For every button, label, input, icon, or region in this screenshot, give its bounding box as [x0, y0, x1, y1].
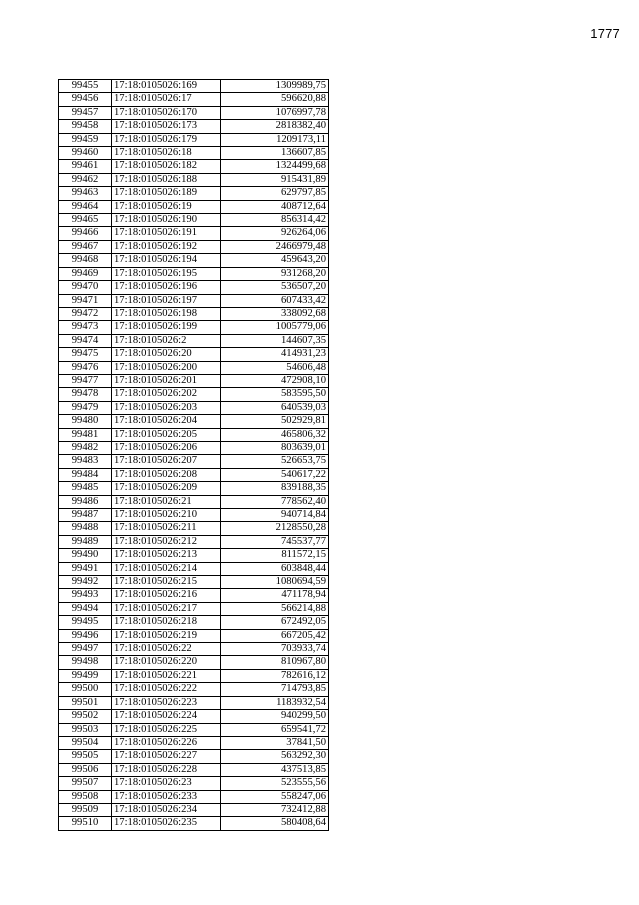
value-cell: 566214,88	[221, 602, 329, 615]
cadastral-number-cell: 17:18:0105026:224	[112, 710, 221, 723]
value-cell: 803639,01	[221, 441, 329, 454]
cadastral-number-cell: 17:18:0105026:209	[112, 482, 221, 495]
cadastral-number-cell: 17:18:0105026:233	[112, 790, 221, 803]
cadastral-number-cell: 17:18:0105026:220	[112, 656, 221, 669]
value-cell: 558247,06	[221, 790, 329, 803]
value-cell: 338092,68	[221, 307, 329, 320]
table-row	[59, 468, 329, 481]
value-cell: 703933,74	[221, 643, 329, 656]
value-cell: 931268,20	[221, 267, 329, 280]
table-row	[59, 656, 329, 669]
cadastral-number-cell: 17:18:0105026:17	[112, 93, 221, 106]
table-row	[59, 669, 329, 682]
value-cell: 2466979,48	[221, 240, 329, 253]
row-number-cell: 99506	[59, 763, 112, 776]
cadastral-number-cell: 17:18:0105026:194	[112, 254, 221, 267]
cadastral-number-cell: 17:18:0105026:190	[112, 214, 221, 227]
row-number-cell: 99456	[59, 93, 112, 106]
value-cell: 471178,94	[221, 589, 329, 602]
value-cell: 523555,56	[221, 777, 329, 790]
cadastral-number-cell: 17:18:0105026:22	[112, 643, 221, 656]
cadastral-number-cell: 17:18:0105026:217	[112, 602, 221, 615]
row-number-cell: 99502	[59, 710, 112, 723]
value-cell: 408712,64	[221, 200, 329, 213]
value-cell: 714793,85	[221, 683, 329, 696]
value-cell: 1080694,59	[221, 576, 329, 589]
row-number-cell: 99479	[59, 401, 112, 414]
value-cell: 526653,75	[221, 455, 329, 468]
cadastral-number-cell: 17:18:0105026:189	[112, 187, 221, 200]
row-number-cell: 99458	[59, 120, 112, 133]
row-number-cell: 99490	[59, 549, 112, 562]
value-cell: 1309989,75	[221, 80, 329, 93]
data-table	[58, 79, 329, 831]
row-number-cell: 99510	[59, 817, 112, 830]
table-row	[59, 629, 329, 642]
cadastral-number-cell: 17:18:0105026:215	[112, 576, 221, 589]
row-number-cell: 99488	[59, 522, 112, 535]
table-row	[59, 334, 329, 347]
table-row	[59, 147, 329, 160]
value-cell: 1324499,68	[221, 160, 329, 173]
value-cell: 659541,72	[221, 723, 329, 736]
row-number-cell: 99501	[59, 696, 112, 709]
table-row	[59, 254, 329, 267]
row-number-cell: 99459	[59, 133, 112, 146]
value-cell: 144607,35	[221, 334, 329, 347]
value-cell: 1076997,78	[221, 106, 329, 119]
table-row	[59, 93, 329, 106]
cadastral-number-cell: 17:18:0105026:19	[112, 200, 221, 213]
row-number-cell: 99464	[59, 200, 112, 213]
cadastral-number-cell: 17:18:0105026:20	[112, 348, 221, 361]
row-number-cell: 99465	[59, 214, 112, 227]
cadastral-number-cell: 17:18:0105026:208	[112, 468, 221, 481]
cadastral-number-cell: 17:18:0105026:218	[112, 616, 221, 629]
table-row	[59, 294, 329, 307]
row-number-cell: 99471	[59, 294, 112, 307]
value-cell: 1183932,54	[221, 696, 329, 709]
value-cell: 607433,42	[221, 294, 329, 307]
row-number-cell: 99470	[59, 281, 112, 294]
row-number-cell: 99489	[59, 535, 112, 548]
cadastral-number-cell: 17:18:0105026:188	[112, 173, 221, 186]
value-cell: 563292,30	[221, 750, 329, 763]
row-number-cell: 99461	[59, 160, 112, 173]
table-row	[59, 428, 329, 441]
value-cell: 745537,77	[221, 535, 329, 548]
table-row	[59, 187, 329, 200]
row-number-cell: 99495	[59, 616, 112, 629]
table-row	[59, 683, 329, 696]
row-number-cell: 99455	[59, 80, 112, 93]
table-row	[59, 374, 329, 387]
table-row	[59, 227, 329, 240]
cadastral-number-cell: 17:18:0105026:21	[112, 495, 221, 508]
row-number-cell: 99497	[59, 643, 112, 656]
table-row	[59, 214, 329, 227]
cadastral-number-cell: 17:18:0105026:170	[112, 106, 221, 119]
value-cell: 536507,20	[221, 281, 329, 294]
table-row	[59, 736, 329, 749]
table-row	[59, 522, 329, 535]
row-number-cell: 99503	[59, 723, 112, 736]
value-cell: 1209173,11	[221, 133, 329, 146]
cadastral-number-cell: 17:18:0105026:212	[112, 535, 221, 548]
value-cell: 926264,06	[221, 227, 329, 240]
cadastral-number-cell: 17:18:0105026:219	[112, 629, 221, 642]
row-number-cell: 99462	[59, 173, 112, 186]
value-cell: 540617,22	[221, 468, 329, 481]
table-row	[59, 710, 329, 723]
cadastral-number-cell: 17:18:0105026:210	[112, 509, 221, 522]
row-number-cell: 99505	[59, 750, 112, 763]
cadastral-number-cell: 17:18:0105026:199	[112, 321, 221, 334]
value-cell: 940299,50	[221, 710, 329, 723]
cadastral-number-cell: 17:18:0105026:203	[112, 401, 221, 414]
value-cell: 2128550,28	[221, 522, 329, 535]
value-cell: 583595,50	[221, 388, 329, 401]
table-row	[59, 643, 329, 656]
cadastral-number-cell: 17:18:0105026:235	[112, 817, 221, 830]
table-row	[59, 817, 329, 830]
cadastral-number-cell: 17:18:0105026:173	[112, 120, 221, 133]
value-cell: 603848,44	[221, 562, 329, 575]
value-cell: 732412,88	[221, 803, 329, 816]
value-cell: 1005779,06	[221, 321, 329, 334]
cadastral-number-cell: 17:18:0105026:216	[112, 589, 221, 602]
table-row	[59, 441, 329, 454]
cadastral-number-cell: 17:18:0105026:222	[112, 683, 221, 696]
row-number-cell: 99491	[59, 562, 112, 575]
table-row	[59, 482, 329, 495]
table-row	[59, 535, 329, 548]
value-cell: 580408,64	[221, 817, 329, 830]
row-number-cell: 99474	[59, 334, 112, 347]
cadastral-number-cell: 17:18:0105026:221	[112, 669, 221, 682]
row-number-cell: 99463	[59, 187, 112, 200]
cadastral-number-cell: 17:18:0105026:198	[112, 307, 221, 320]
cadastral-number-cell: 17:18:0105026:223	[112, 696, 221, 709]
row-number-cell: 99509	[59, 803, 112, 816]
row-number-cell: 99496	[59, 629, 112, 642]
value-cell: 136607,85	[221, 147, 329, 160]
value-cell: 629797,85	[221, 187, 329, 200]
table-row	[59, 307, 329, 320]
cadastral-number-cell: 17:18:0105026:202	[112, 388, 221, 401]
row-number-cell: 99487	[59, 509, 112, 522]
value-cell: 414931,23	[221, 348, 329, 361]
value-cell: 856314,42	[221, 214, 329, 227]
cadastral-number-cell: 17:18:0105026:191	[112, 227, 221, 240]
table-row	[59, 589, 329, 602]
row-number-cell: 99472	[59, 307, 112, 320]
row-number-cell: 99486	[59, 495, 112, 508]
table-row	[59, 267, 329, 280]
row-number-cell: 99468	[59, 254, 112, 267]
row-number-cell: 99476	[59, 361, 112, 374]
table-row	[59, 160, 329, 173]
cadastral-number-cell: 17:18:0105026:197	[112, 294, 221, 307]
row-number-cell: 99485	[59, 482, 112, 495]
table-row	[59, 240, 329, 253]
value-cell: 54606,48	[221, 361, 329, 374]
cadastral-number-cell: 17:18:0105026:211	[112, 522, 221, 535]
value-cell: 667205,42	[221, 629, 329, 642]
row-number-cell: 99499	[59, 669, 112, 682]
cadastral-number-cell: 17:18:0105026:225	[112, 723, 221, 736]
cadastral-number-cell: 17:18:0105026:192	[112, 240, 221, 253]
value-cell: 778562,40	[221, 495, 329, 508]
cadastral-number-cell: 17:18:0105026:234	[112, 803, 221, 816]
value-cell: 915431,89	[221, 173, 329, 186]
row-number-cell: 99498	[59, 656, 112, 669]
table-row	[59, 321, 329, 334]
row-number-cell: 99469	[59, 267, 112, 280]
table-row	[59, 723, 329, 736]
value-cell: 810967,80	[221, 656, 329, 669]
table-row	[59, 509, 329, 522]
table-row	[59, 80, 329, 93]
table-row	[59, 495, 329, 508]
table-row	[59, 616, 329, 629]
row-number-cell: 99467	[59, 240, 112, 253]
table-row	[59, 763, 329, 776]
table-row	[59, 200, 329, 213]
cadastral-number-cell: 17:18:0105026:196	[112, 281, 221, 294]
table-row	[59, 361, 329, 374]
row-number-cell: 99482	[59, 441, 112, 454]
table-row	[59, 576, 329, 589]
row-number-cell: 99483	[59, 455, 112, 468]
value-cell: 672492,05	[221, 616, 329, 629]
table-row	[59, 549, 329, 562]
row-number-cell: 99460	[59, 147, 112, 160]
row-number-cell: 99500	[59, 683, 112, 696]
row-number-cell: 99507	[59, 777, 112, 790]
cadastral-number-cell: 17:18:0105026:205	[112, 428, 221, 441]
table-body	[59, 80, 329, 831]
cadastral-number-cell: 17:18:0105026:169	[112, 80, 221, 93]
value-cell: 782616,12	[221, 669, 329, 682]
row-number-cell: 99493	[59, 589, 112, 602]
row-number-cell: 99504	[59, 736, 112, 749]
table-row	[59, 348, 329, 361]
table-row	[59, 133, 329, 146]
value-cell: 940714,84	[221, 509, 329, 522]
value-cell: 37841,50	[221, 736, 329, 749]
value-cell: 640539,03	[221, 401, 329, 414]
table-row	[59, 777, 329, 790]
cadastral-number-cell: 17:18:0105026:200	[112, 361, 221, 374]
cadastral-number-cell: 17:18:0105026:179	[112, 133, 221, 146]
table-row	[59, 401, 329, 414]
value-cell: 472908,10	[221, 374, 329, 387]
value-cell: 502929,81	[221, 415, 329, 428]
cadastral-number-cell: 17:18:0105026:206	[112, 441, 221, 454]
value-cell: 459643,20	[221, 254, 329, 267]
value-cell: 596620,88	[221, 93, 329, 106]
table-row	[59, 281, 329, 294]
value-cell: 839188,35	[221, 482, 329, 495]
row-number-cell: 99477	[59, 374, 112, 387]
cadastral-number-cell: 17:18:0105026:214	[112, 562, 221, 575]
row-number-cell: 99494	[59, 602, 112, 615]
table-row	[59, 562, 329, 575]
table-row	[59, 750, 329, 763]
cadastral-number-cell: 17:18:0105026:226	[112, 736, 221, 749]
table-row	[59, 696, 329, 709]
cadastral-number-cell: 17:18:0105026:204	[112, 415, 221, 428]
table-row	[59, 790, 329, 803]
value-cell: 437513,85	[221, 763, 329, 776]
row-number-cell: 99492	[59, 576, 112, 589]
table-row	[59, 173, 329, 186]
table-row	[59, 602, 329, 615]
row-number-cell: 99478	[59, 388, 112, 401]
page-number: 1777	[590, 26, 620, 41]
row-number-cell: 99481	[59, 428, 112, 441]
table-row	[59, 120, 329, 133]
cadastral-number-cell: 17:18:0105026:227	[112, 750, 221, 763]
row-number-cell: 99508	[59, 790, 112, 803]
cadastral-number-cell: 17:18:0105026:23	[112, 777, 221, 790]
cadastral-number-cell: 17:18:0105026:195	[112, 267, 221, 280]
row-number-cell: 99457	[59, 106, 112, 119]
row-number-cell: 99484	[59, 468, 112, 481]
table-row	[59, 455, 329, 468]
table-row	[59, 106, 329, 119]
value-cell: 465806,32	[221, 428, 329, 441]
cadastral-number-cell: 17:18:0105026:2	[112, 334, 221, 347]
row-number-cell: 99466	[59, 227, 112, 240]
table-row	[59, 803, 329, 816]
cadastral-number-cell: 17:18:0105026:213	[112, 549, 221, 562]
cadastral-number-cell: 17:18:0105026:201	[112, 374, 221, 387]
cadastral-number-cell: 17:18:0105026:18	[112, 147, 221, 160]
row-number-cell: 99475	[59, 348, 112, 361]
cadastral-number-cell: 17:18:0105026:182	[112, 160, 221, 173]
cadastral-number-cell: 17:18:0105026:228	[112, 763, 221, 776]
cadastral-number-cell: 17:18:0105026:207	[112, 455, 221, 468]
row-number-cell: 99480	[59, 415, 112, 428]
table-row	[59, 415, 329, 428]
value-cell: 2818382,40	[221, 120, 329, 133]
table-row	[59, 388, 329, 401]
row-number-cell: 99473	[59, 321, 112, 334]
value-cell: 811572,15	[221, 549, 329, 562]
